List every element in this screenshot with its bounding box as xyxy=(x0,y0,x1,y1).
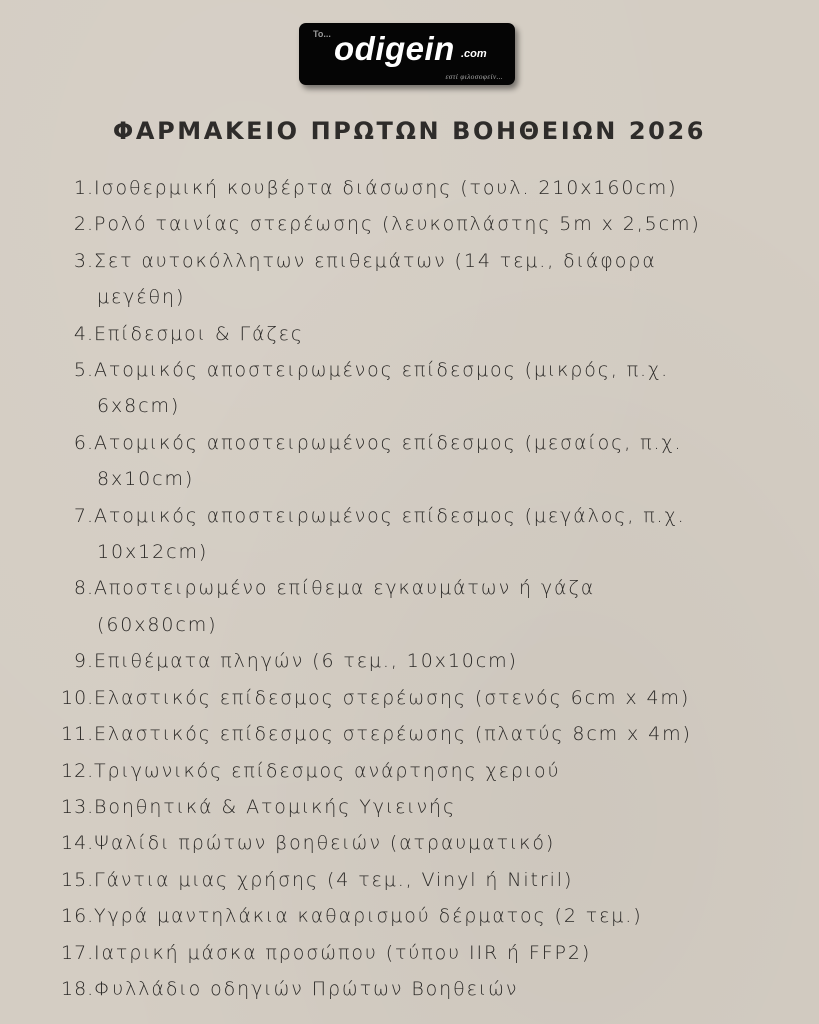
item-line: Γάντια μιας χρήσης (4 τεμ., Vinyl ή Nitril) xyxy=(94,868,574,891)
item-number: 10. xyxy=(61,686,95,709)
item-line: Υγρά μαντηλάκια καθαρισμού δέρματος (2 τεμ.) xyxy=(94,905,643,928)
item-number: 1. xyxy=(73,177,94,199)
item-text xyxy=(94,935,591,971)
site-logo xyxy=(299,23,515,85)
item-line: Ρολό ταινίας στερέωσης (λευκοπλάστης 5m x 2,5cm) xyxy=(94,213,701,236)
item-number: 2. xyxy=(73,213,94,236)
item-number: 15. xyxy=(61,868,95,891)
item-text xyxy=(94,352,669,425)
list-item xyxy=(61,570,781,643)
list-item xyxy=(61,716,781,752)
item-text xyxy=(94,825,555,861)
list-item xyxy=(61,243,781,316)
list-item xyxy=(61,971,781,1007)
list-item xyxy=(61,206,781,242)
item-text xyxy=(94,680,690,716)
item-number: 9. xyxy=(73,650,94,673)
item-number: 11. xyxy=(61,723,95,746)
item-line-continued: (60x80cm) xyxy=(97,613,218,636)
item-number: 3. xyxy=(73,249,94,272)
item-text xyxy=(94,498,686,571)
item-text xyxy=(94,316,304,352)
item-number: 6. xyxy=(73,431,94,454)
item-line-continued: 10x12cm) xyxy=(97,541,209,564)
item-line: Επίδεσμοι & Γάζες xyxy=(94,322,304,345)
item-number: 4. xyxy=(73,322,94,345)
item-number: 18. xyxy=(61,977,95,1000)
logo-prefix: To... xyxy=(313,29,331,39)
item-text xyxy=(94,898,643,934)
item-line: Ελαστικός επίδεσμος στερέωσης (πλατύς 8cm x 4m) xyxy=(94,723,692,746)
item-line: Ατομικός αποστειρωμένος επίδεσμος (μεσαίος, π.χ. xyxy=(94,431,683,454)
list-item xyxy=(61,170,781,206)
page-title: ΦΑΡΜΑΚΕΙΟ ΠΡΩΤΩΝ ΒΟΗΘΕΙΩΝ 2026 xyxy=(112,117,707,145)
first-aid-list xyxy=(61,170,781,1007)
item-line: Ελαστικός επίδεσμος στερέωσης (στενός 6cm x 4m) xyxy=(94,686,691,709)
item-text xyxy=(94,243,657,316)
list-item xyxy=(61,316,781,352)
item-line: Βοηθητικά & Ατομικής Υγιεινής xyxy=(94,795,457,818)
list-item xyxy=(61,825,781,861)
item-line: Επιθέματα πληγών (6 τεμ., 10x10cm) xyxy=(94,650,518,673)
list-item xyxy=(61,680,781,716)
item-number: 14. xyxy=(61,832,95,855)
item-line: Ατομικός αποστειρωμένος επίδεσμος (μεγάλος, π.χ. xyxy=(94,504,686,527)
item-text xyxy=(94,425,682,498)
item-number: 7. xyxy=(73,504,94,527)
item-number: 8. xyxy=(73,577,94,600)
item-text xyxy=(94,570,595,643)
list-item xyxy=(61,753,781,789)
item-line-continued: μεγέθη) xyxy=(97,286,186,309)
list-item xyxy=(61,935,781,971)
item-number: 13. xyxy=(61,795,95,818)
item-line: Ισοθερμική κουβέρτα διάσωσης (τουλ. 210x160cm) xyxy=(94,177,678,199)
list-item xyxy=(61,498,781,571)
item-line-continued: 6x8cm) xyxy=(97,395,181,418)
item-line-continued: 8x10cm) xyxy=(97,468,195,491)
list-item xyxy=(61,862,781,898)
item-number: 17. xyxy=(61,941,95,964)
item-line: Τριγωνικός επίδεσμος ανάρτησης χεριού xyxy=(94,759,561,782)
logo-tagline: εστί φιλοσοφείν... xyxy=(445,72,503,81)
item-text xyxy=(94,753,560,789)
item-number: 5. xyxy=(73,359,94,382)
item-number: 12. xyxy=(61,759,95,782)
item-text xyxy=(94,643,518,679)
item-line: Ψαλίδι πρώτων βοηθειών (ατραυματικό) xyxy=(94,832,556,855)
list-item xyxy=(61,898,781,934)
item-line: Σετ αυτοκόλλητων επιθεμάτων (14 τεμ., διάφορα xyxy=(94,249,657,272)
item-text xyxy=(94,206,701,242)
logo-suffix: .com xyxy=(461,48,487,60)
item-text xyxy=(94,971,518,1007)
item-text xyxy=(94,862,573,898)
item-text xyxy=(94,716,692,752)
list-item xyxy=(61,425,781,498)
list-item xyxy=(61,352,781,425)
list-item xyxy=(61,789,781,825)
logo-brand: odigein xyxy=(334,30,455,67)
list-item xyxy=(61,643,781,679)
item-line: Ιατρική μάσκα προσώπου (τύπου IIR ή FFP2) xyxy=(94,941,592,964)
item-line: Ατομικός αποστειρωμένος επίδεσμος (μικρός, π.χ. xyxy=(94,359,670,382)
item-number: 16. xyxy=(61,905,95,928)
item-line: Αποστειρωμένο επίθεμα εγκαυμάτων ή γάζα xyxy=(94,577,596,600)
item-text xyxy=(94,170,677,206)
item-text xyxy=(94,789,456,825)
item-line: Φυλλάδιο οδηγιών Πρώτων Βοηθειών xyxy=(94,977,519,1000)
